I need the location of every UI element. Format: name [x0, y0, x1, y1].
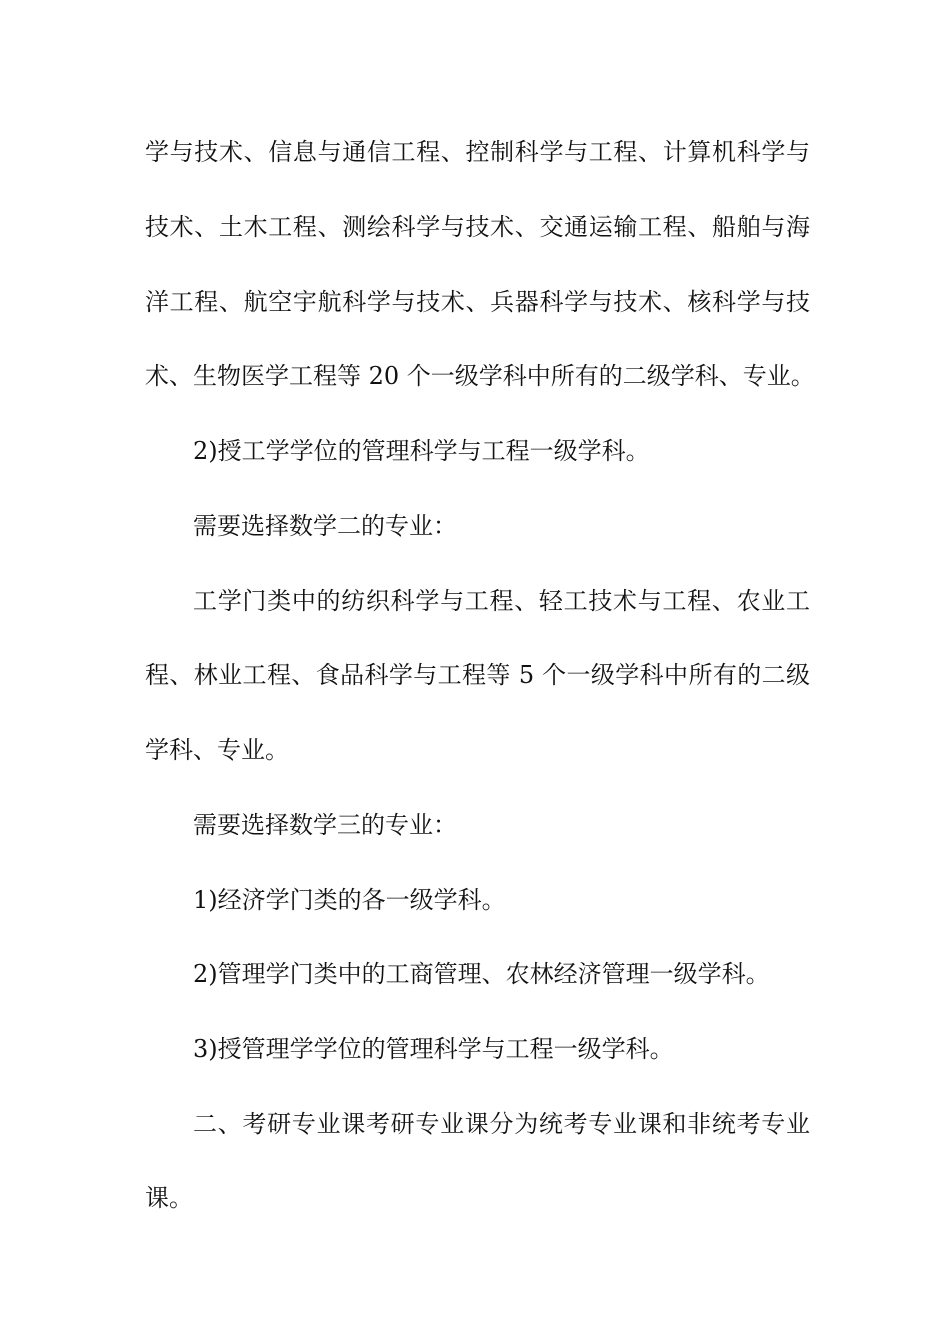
text-line: 工学门类中的纺织科学与工程、轻工技术与工程、农业工 [193, 587, 810, 615]
text-line: 程、林业工程、食品科学与工程等 5 个一级学科中所有的二级 [145, 661, 810, 689]
text-line: 技术、土木工程、测绘科学与技术、交通运输工程、船舶与海 [145, 213, 810, 241]
text-line: 3)授管理学学位的管理科学与工程一级学科。 [193, 1035, 674, 1063]
text-line: 学科、专业。 [145, 736, 289, 764]
text-line: 需要选择数学二的专业： [193, 512, 457, 540]
text-line: 术、生物医学工程等 20 个一级学科中所有的二级学科、专业。 [145, 362, 815, 390]
text-line: 学与技术、信息与通信工程、控制科学与工程、计算机科学与 [145, 138, 810, 166]
text-line: 二、考研专业课考研专业课分为统考专业课和非统考专业 [193, 1110, 810, 1138]
text-line: 洋工程、航空宇航科学与技术、兵器科学与技术、核科学与技 [145, 288, 810, 316]
text-line: 1)经济学门类的各一级学科。 [193, 886, 506, 914]
text-line: 2)管理学门类中的工商管理、农林经济管理一级学科。 [193, 960, 770, 988]
text-line: 需要选择数学三的专业： [193, 811, 457, 839]
text-line: 2)授工学学位的管理科学与工程一级学科。 [193, 437, 650, 465]
text-line: 课。 [145, 1184, 193, 1212]
